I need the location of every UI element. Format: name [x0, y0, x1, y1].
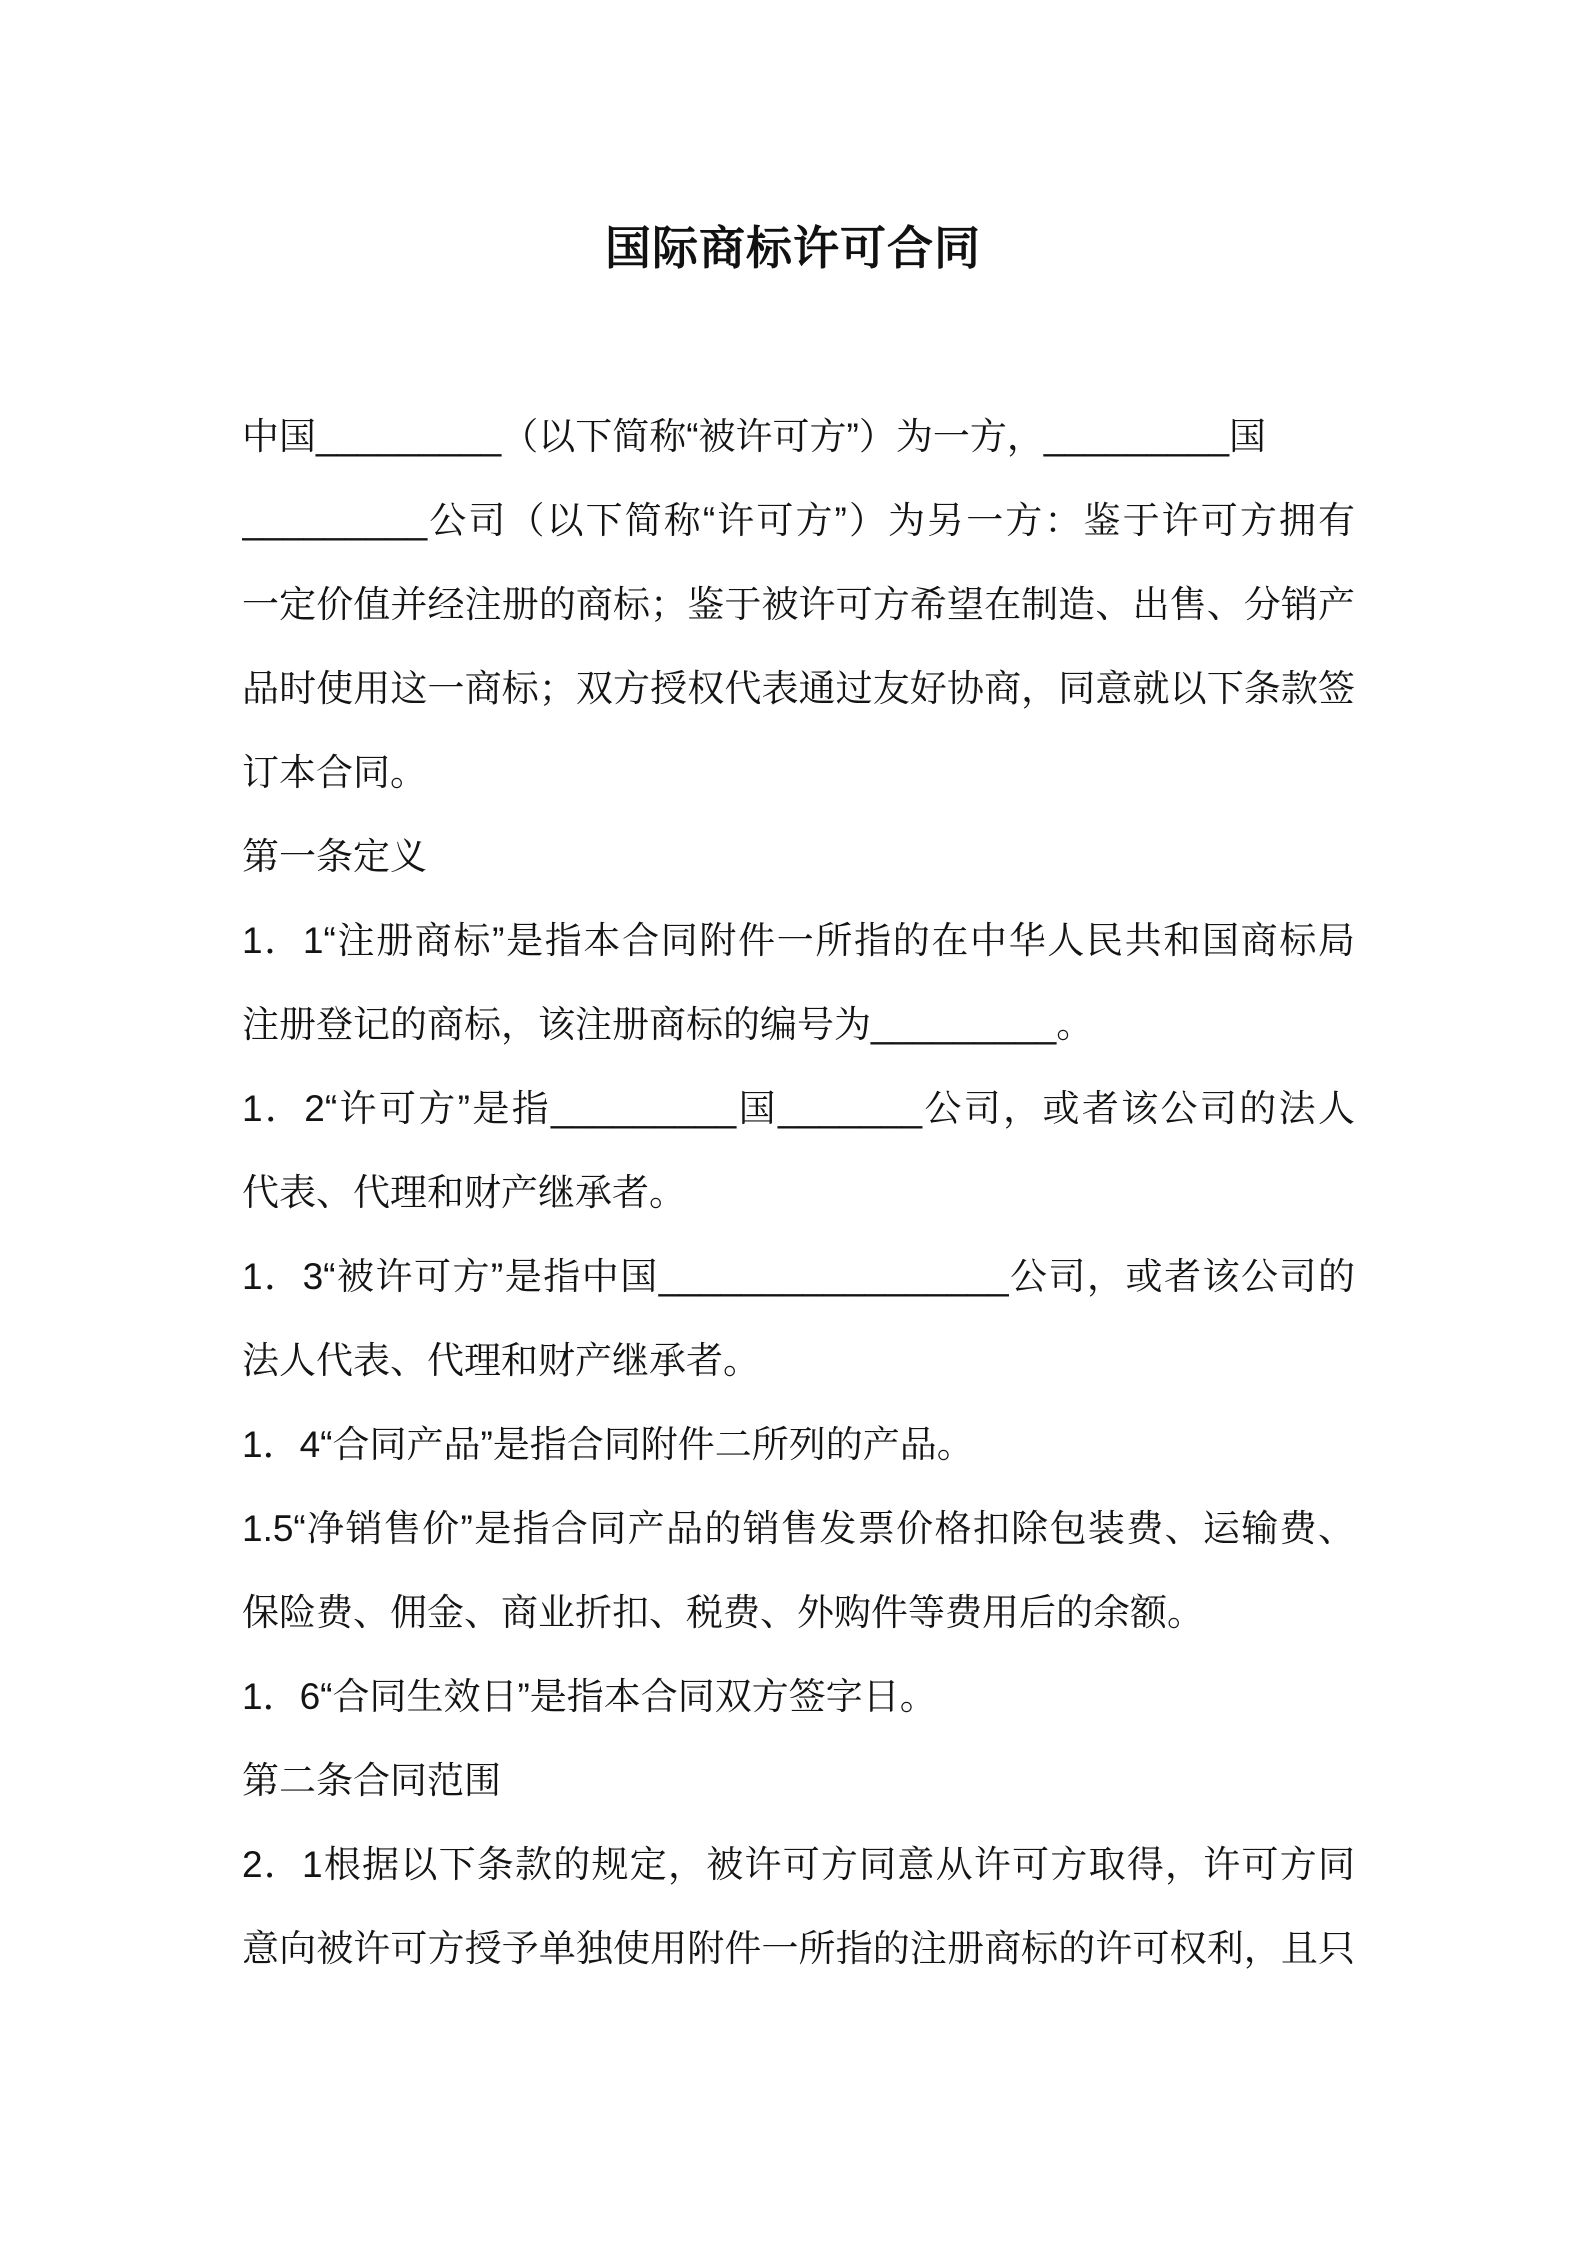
- clause-line: 注册登记的商标，该注册商标的编号为_________。: [242, 1004, 1094, 1045]
- clause-line: 1．6“合同生效日”是指本合同双方签字日。: [242, 1676, 937, 1717]
- clause-line: 1.5“净销售价”是指合同产品的销售发票价格扣除包装费、运输费、: [242, 1508, 1355, 1549]
- clause-line: 1．3“被许可方”是指中国_________________公司，或者该公司的: [242, 1256, 1355, 1297]
- clause-line: 保险费、佣金、商业折扣、税费、外购件等费用后的余额。: [242, 1592, 1204, 1633]
- article-heading: 第二条合同范围: [242, 1760, 501, 1801]
- article-heading: 第一条定义: [242, 836, 427, 877]
- clause-line: 意向被许可方授予单独使用附件一所指的注册商标的许可权利，且只: [242, 1928, 1355, 1969]
- preamble-line: 品时使用这一商标；双方授权代表通过友好协商，同意就以下条款签: [242, 668, 1355, 709]
- clause-line: 1．4“合同产品”是指合同附件二所列的产品。: [242, 1424, 974, 1465]
- document-body: [242, 395, 1355, 1991]
- preamble-line: 订本合同。: [242, 752, 427, 793]
- clause-line: 2．1根据以下条款的规定，被许可方同意从许可方取得，许可方同: [242, 1844, 1355, 1885]
- preamble-line: 中国_________（以下简称“被许可方”）为一方，_________国: [242, 416, 1267, 457]
- document-title: 国际商标许可合同: [605, 222, 981, 274]
- clause-line: 1．1“注册商标”是指本合同附件一所指的在中华人民共和国商标局: [242, 920, 1355, 961]
- preamble-line: 一定价值并经注册的商标；鉴于被许可方希望在制造、出售、分销产: [242, 584, 1355, 625]
- clause-line: 代表、代理和财产继承者。: [242, 1172, 686, 1213]
- clause-line: 法人代表、代理和财产继承者。: [242, 1340, 760, 1381]
- preamble-line: _________公司（以下简称“许可方”）为另一方：鉴于许可方拥有: [242, 500, 1355, 541]
- clause-line: 1．2“许可方”是指_________国_______公司，或者该公司的法人: [242, 1088, 1355, 1129]
